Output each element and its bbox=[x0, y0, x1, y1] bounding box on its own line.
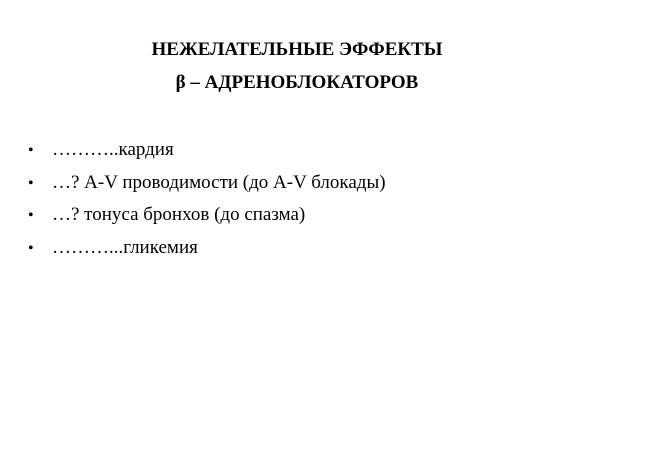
bullet-item-glycemia bbox=[28, 232, 386, 265]
bullet-item-tachycardia bbox=[28, 134, 386, 167]
bullet-dot-icon: • bbox=[28, 142, 34, 159]
title-line-1: НЕЖЕЛАТЕЛЬНЫЕ ЭФФЕКТЫ bbox=[151, 39, 443, 60]
bullet-dot-icon: • bbox=[28, 239, 34, 257]
bullet-item-av-conduction bbox=[28, 167, 386, 200]
slide-title bbox=[0, 33, 594, 99]
bullet-dot-icon: • bbox=[28, 174, 34, 192]
bullet-text: ………...гликемия bbox=[52, 236, 198, 258]
bullet-text: …? тонуса бронхов (до спазма) bbox=[52, 204, 306, 225]
bullet-dot-icon: • bbox=[28, 207, 34, 224]
bullet-text: ………..кардия bbox=[52, 139, 174, 160]
bullet-list bbox=[28, 134, 386, 264]
bullet-text: …? А-V проводимости (до А-V блокады) bbox=[52, 171, 386, 193]
bullet-item-bronchial-tone bbox=[28, 199, 386, 232]
title-line-2: β – АДРЕНОБЛОКАТОРОВ bbox=[175, 72, 419, 93]
